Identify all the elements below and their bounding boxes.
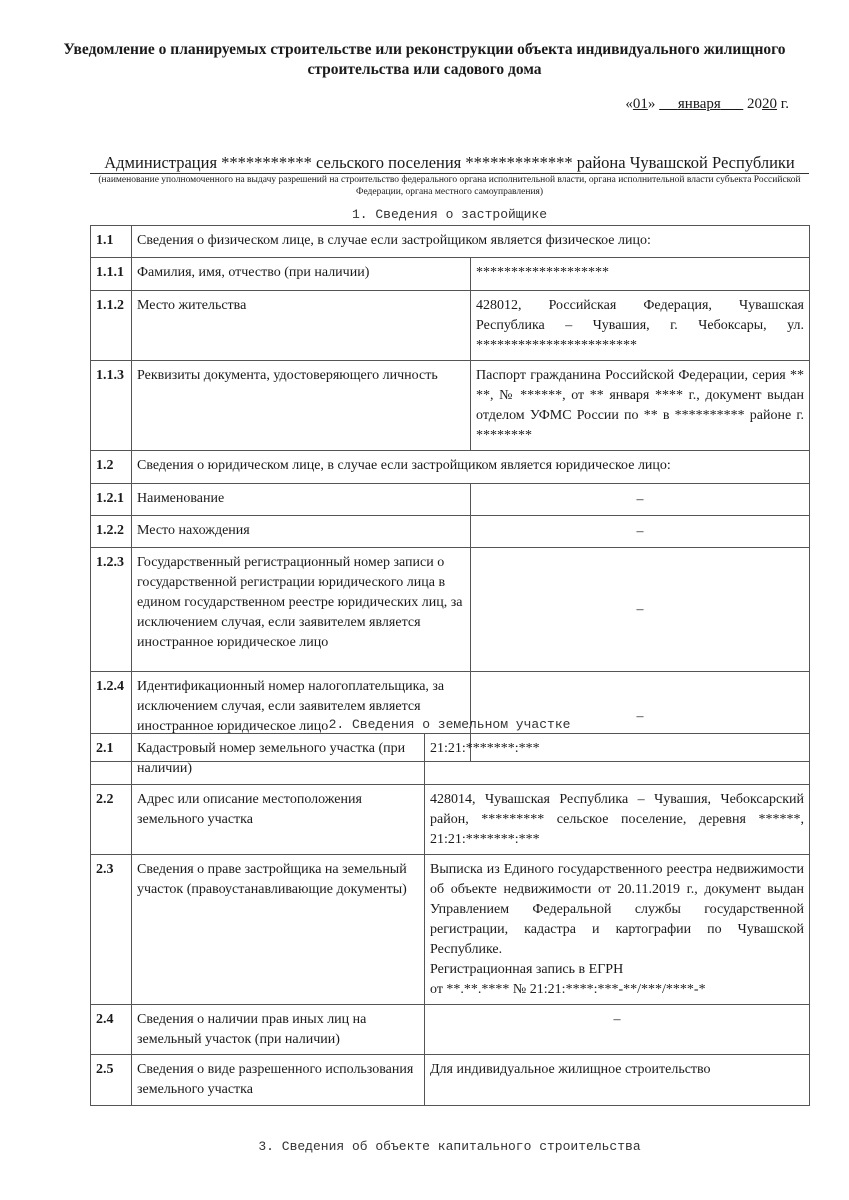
rights-document: Выписка из Единого государственного реестра недвижимости об объекте недвижимости от 20.11.2019 г., документ выдан Управлением Федеральной службы государственной регистрации, кадастра и картографии по Чувашской Республике. <box>430 862 804 957</box>
row-label: Сведения о виде разрешенного использования земельного участка <box>132 1055 425 1106</box>
date-year-suffix: 20 <box>762 96 778 112</box>
date-open-quote: « <box>625 96 633 112</box>
row-label: Сведения о наличии прав иных лиц на земельный участок (при наличии) <box>132 1005 425 1055</box>
row-label: Место нахождения <box>132 516 471 548</box>
row-value: 428014, Чувашская Республика – Чувашия, Чебоксарский район, ********* сельское поселение, деревня ******, 21:21:*******:*** <box>425 785 810 855</box>
date-year-unit: г. <box>780 96 789 112</box>
table-row <box>91 258 810 291</box>
row-label: Место жительства <box>132 291 471 361</box>
date-day: 01 <box>632 96 648 112</box>
row-number: 1.1 <box>91 226 132 258</box>
row-number: 1.1.1 <box>91 258 132 291</box>
row-value <box>425 855 810 1005</box>
row-number: 1.2.4 <box>91 672 132 762</box>
row-label: Сведения о юридическом лице, в случае если застройщиком является юридическое лицо: <box>132 451 810 484</box>
row-label: Адрес или описание местоположения земельного участка <box>132 785 425 855</box>
date-month: января <box>677 96 721 112</box>
row-value: – <box>471 484 810 516</box>
document-date <box>625 96 789 113</box>
row-number: 1.2.2 <box>91 516 132 548</box>
date-year-prefix: 20 <box>747 96 763 112</box>
egrn-record-number: от **.**.**** № 21:21:****:***-**/***/****-* <box>430 982 706 997</box>
section-2-title: 2. Сведения о земельном участке <box>328 717 571 732</box>
row-value: Паспорт гражданина Российской Федерации, серия ** **, № ******, от ** января **** г., документ выдан отделом УФМС России по ** в ********** районе г. ******** <box>471 361 810 451</box>
row-label: Реквизиты документа, удостоверяющего личность <box>132 361 471 451</box>
authority-note: (наименование уполномоченного на выдачу разрешений на строительство федерального органа исполнительной власти, органа исполнительной власти субъекта Российской Федерации, органа местного самоуправления) <box>98 175 801 197</box>
table-row <box>91 484 810 516</box>
section-1-table <box>90 225 810 762</box>
table-row <box>91 1005 810 1055</box>
row-label: Кадастровый номер земельного участка (при наличии) <box>132 734 425 785</box>
table-row <box>91 548 810 672</box>
section-2-table <box>90 733 810 1106</box>
row-number: 2.1 <box>91 734 132 785</box>
row-number: 1.1.2 <box>91 291 132 361</box>
row-value: – <box>425 1005 810 1055</box>
row-label: Государственный регистрационный номер записи о государственной регистрации юридического лица в едином государственном реестре юридических лиц, за исключением случая, если заявителем является иностранное юридическое лицо <box>132 548 471 672</box>
row-number: 1.2.1 <box>91 484 132 516</box>
row-number: 1.1.3 <box>91 361 132 451</box>
table-row <box>91 734 810 785</box>
row-value: – <box>471 516 810 548</box>
table-row <box>91 451 810 484</box>
row-label: Наименование <box>132 484 471 516</box>
row-label: Идентификационный номер налогоплательщика, за исключением случая, если заявителем является иностранное юридическое лицо <box>132 672 471 762</box>
row-value: 21:21:*******:*** <box>425 734 810 785</box>
authority-name: Администрация *********** сельского поселения ************* района Чувашской Республики <box>90 154 809 174</box>
row-label: Сведения о физическом лице, в случае если застройщиком является физическое лицо: <box>132 226 810 258</box>
row-label: Фамилия, имя, отчество (при наличии) <box>132 258 471 291</box>
row-number: 2.3 <box>91 855 132 1005</box>
row-value: – <box>471 548 810 672</box>
table-row <box>91 291 810 361</box>
row-number: 2.2 <box>91 785 132 855</box>
table-row <box>91 516 810 548</box>
date-close-quote: » <box>647 96 656 112</box>
table-row <box>91 361 810 451</box>
row-value: ******************* <box>471 258 810 291</box>
row-value: 428012, Российская Федерация, Чувашская Республика – Чувашия, г. Чебоксары, ул. *********************** <box>471 291 810 361</box>
table-row <box>91 226 810 258</box>
row-number: 1.2 <box>91 451 132 484</box>
table-row <box>91 1055 810 1106</box>
row-number: 1.2.3 <box>91 548 132 672</box>
row-value: – <box>471 672 810 762</box>
egrn-record-label: Регистрационная запись в ЕГРН <box>430 962 624 977</box>
row-number: 2.4 <box>91 1005 132 1055</box>
section-1-title: 1. Сведения о застройщике <box>351 207 548 222</box>
row-number: 2.5 <box>91 1055 132 1106</box>
table-row <box>91 855 810 1005</box>
row-value: Для индивидуальное жилищное строительство <box>425 1055 810 1106</box>
section-3-title: 3. Сведения об объекте капитального строительства <box>258 1139 641 1154</box>
table-row <box>91 785 810 855</box>
row-label: Сведения о праве застройщика на земельный участок (правоустанавливающие документы) <box>132 855 425 1005</box>
document-title: Уведомление о планируемых строительстве или реконструкции объекта индивидуального жилищного строительства или садового дома <box>63 41 786 78</box>
